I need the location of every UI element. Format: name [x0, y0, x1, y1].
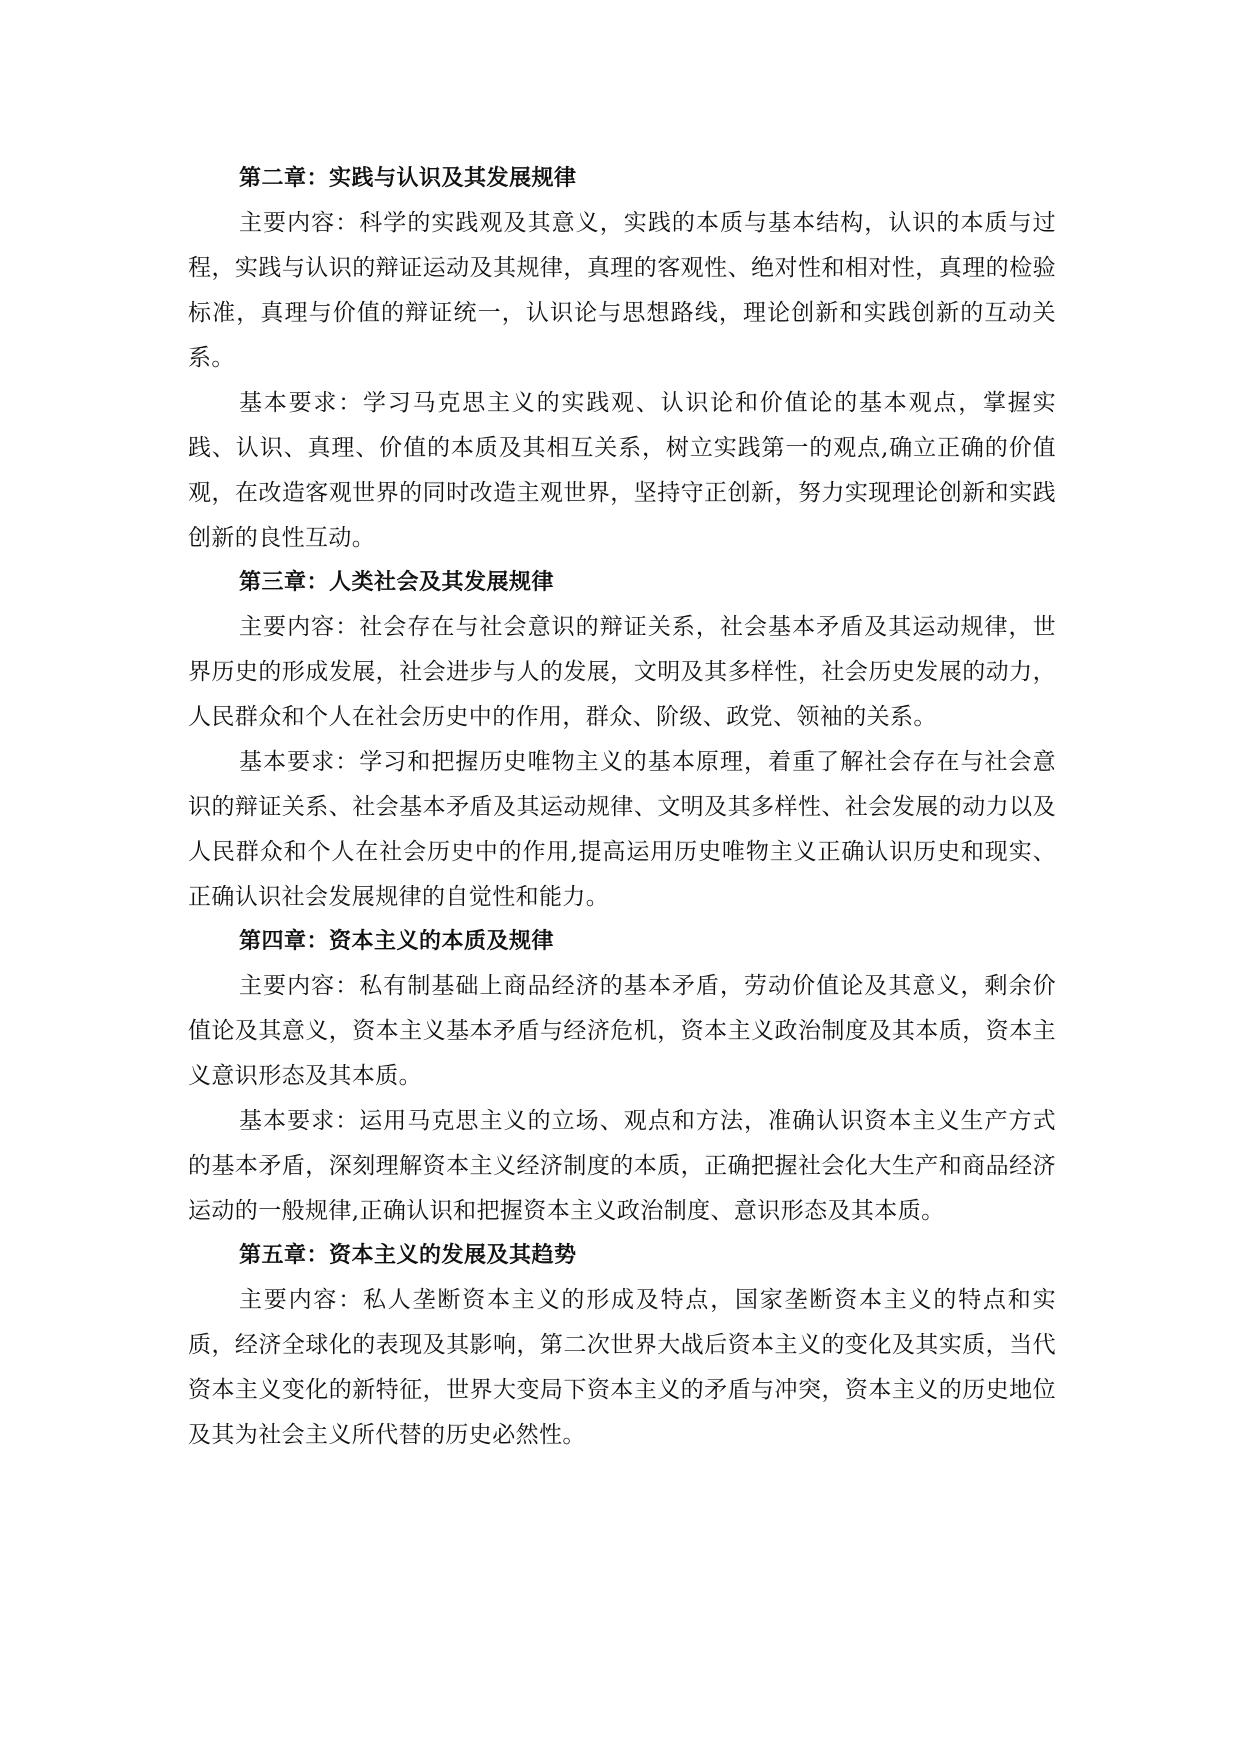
- chapter-title: 第四章：资本主义的本质及规律: [239, 929, 555, 954]
- chapter-4: [188, 920, 1056, 1234]
- main-content-paragraph: 主要内容：私人垄断资本主义的形成及特点，国家垄断资本主义的特点和实质，经济全球化的表现及其影响，第二次世界大战后资本主义的变化及其实质，当代资本主义变化的新特征，世界大变局下资本主义的矛盾与冲突，资本主义的历史地位及其为社会主义所代替的历史必然性。: [188, 1287, 1056, 1448]
- main-content-paragraph: 主要内容：社会存在与社会意识的辩证关系，社会基本矛盾及其运动规律，世界历史的形成发展，社会进步与人的发展，文明及其多样性，社会历史发展的动力，人民群众和个人在社会历史中的作用，群众、阶级、政党、领袖的关系。: [188, 614, 1056, 730]
- chapter-title: 第五章：资本主义的发展及其趋势: [239, 1243, 577, 1268]
- chapter-title: 第二章：实践与认识及其发展规律: [239, 166, 577, 191]
- document-page: [188, 157, 1056, 1458]
- main-content-paragraph: 主要内容：私有制基础上商品经济的基本矛盾，劳动价值论及其意义，剩余价值论及其意义，资本主义基本矛盾与经济危机，资本主义政治制度及其本质，资本主义意识形态及其本质。: [188, 973, 1056, 1089]
- chapter-2: [188, 157, 1056, 561]
- chapter-5: [188, 1234, 1056, 1458]
- chapter-title: 第三章：人类社会及其发展规律: [239, 570, 555, 595]
- main-content-paragraph: 主要内容：科学的实践观及其意义，实践的本质与基本结构，认识的本质与过程，实践与认识的辩证运动及其规律，真理的客观性、绝对性和相对性，真理的检验标准，真理与价值的辩证统一，认识论与思想路线，理论创新和实践创新的互动关系。: [188, 210, 1056, 371]
- chapter-3: [188, 561, 1056, 920]
- basic-requirements-paragraph: 基本要求：运用马克思主义的立场、观点和方法，准确认识资本主义生产方式的基本矛盾，深刻理解资本主义经济制度的本质，正确把握社会化大生产和商品经济运动的一般规律,正确认识和把握资本主义政治制度、意识形态及其本质。: [188, 1108, 1056, 1224]
- basic-requirements-paragraph: 基本要求：学习马克思主义的实践观、认识论和价值论的基本观点，掌握实践、认识、真理、价值的本质及其相互关系，树立实践第一的观点,确立正确的价值观，在改造客观世界的同时改造主观世界，坚持守正创新，努力实现理论创新和实践创新的良性互动。: [188, 390, 1056, 551]
- basic-requirements-paragraph: 基本要求：学习和把握历史唯物主义的基本原理，着重了解社会存在与社会意识的辩证关系、社会基本矛盾及其运动规律、文明及其多样性、社会发展的动力以及人民群众和个人在社会历史中的作用,提高运用历史唯物主义正确认识历史和现实、正确认识社会发展规律的自觉性和能力。: [188, 749, 1056, 910]
